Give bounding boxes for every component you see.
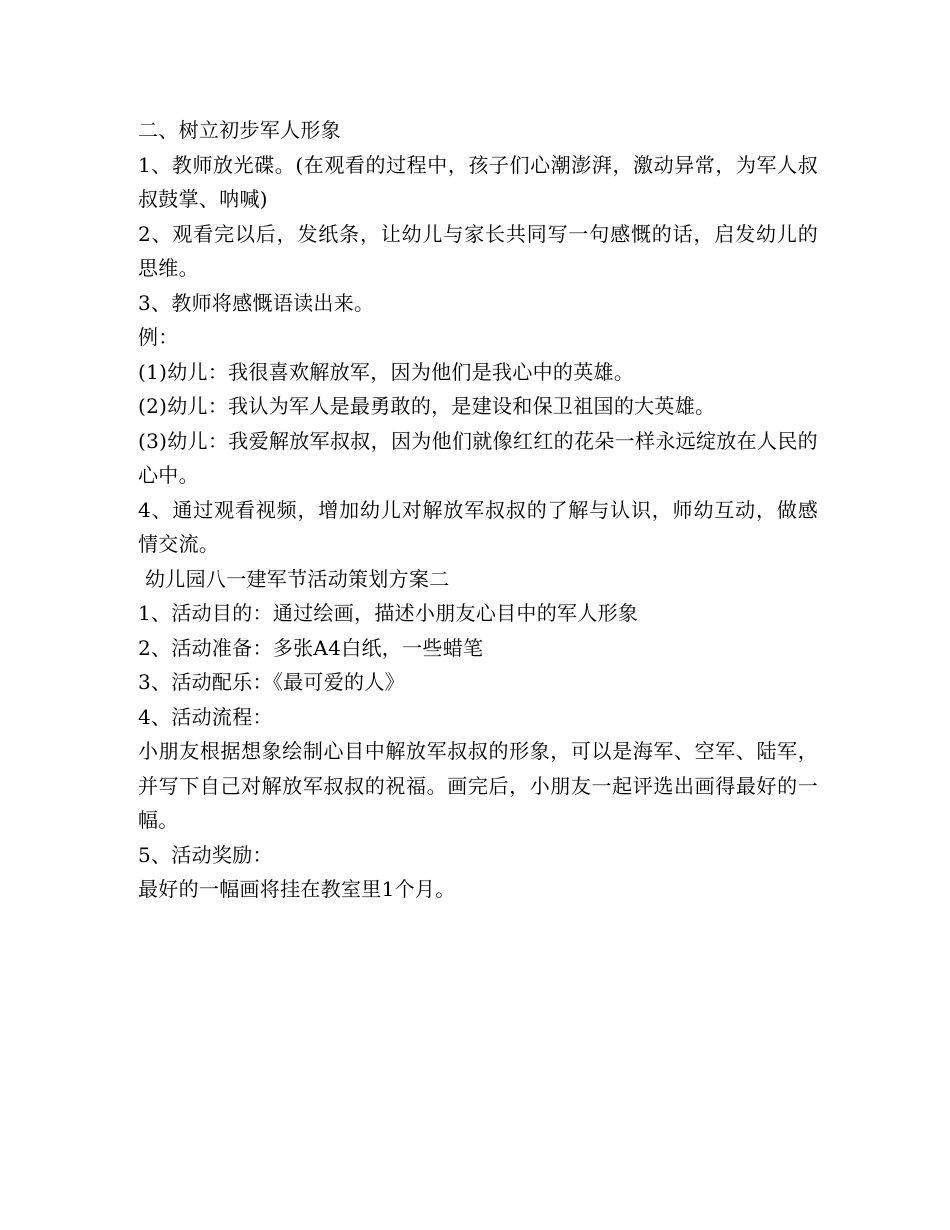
list-item: 4、活动流程： bbox=[138, 704, 273, 729]
list-item: 2、观看完以后，发纸条，让幼儿与家长共同写一句感慨的话，启发幼儿的思维。 bbox=[138, 221, 818, 280]
plan-title: 幼儿园八一建军节活动策划方案二 bbox=[145, 566, 450, 591]
list-item: 2、活动准备：多张A4白纸，一些蜡笔 bbox=[138, 635, 484, 660]
example-label: 例： bbox=[138, 325, 179, 349]
example-item: (2)幼儿：我认为军人是最勇敢的，是建设和保卫祖国的大英雄。 bbox=[138, 394, 716, 418]
body-paragraph: 小朋友根据想象绘制心目中解放军叔叔的形象，可以是海军、空军、陆军，并写下自己对解放军叔叔的祝福。画完后，小朋友一起评选出画得最好的一幅。 bbox=[138, 739, 818, 832]
list-item: 3、活动配乐：《最可爱的人》 bbox=[138, 670, 405, 694]
list-item: 3、教师将感慨语读出来。 bbox=[138, 290, 375, 315]
document-body bbox=[138, 113, 818, 907]
section-heading: 二、树立初步军人形象 bbox=[138, 118, 341, 142]
list-item: 1、教师放光碟。(在观看的过程中，孩子们心潮澎湃，激动异常，为军人叔叔鼓掌、呐喊) bbox=[138, 152, 818, 211]
list-item: 4、通过观看视频，增加幼儿对解放军叔叔的了解与认识，师幼互动，做感情交流。 bbox=[138, 497, 818, 556]
example-item: (3)幼儿：我爱解放军叔叔，因为他们就像红红的花朵一样永远绽放在人民的心中。 bbox=[138, 428, 818, 487]
list-item: 5、活动奖励： bbox=[138, 842, 273, 867]
list-item: 1、活动目的：通过绘画，描述小朋友心目中的军人形象 bbox=[138, 601, 639, 625]
body-paragraph: 最好的一幅画将挂在教室里1个月。 bbox=[138, 877, 456, 901]
example-item: (1)幼儿：我很喜欢解放军，因为他们是我心中的英雄。 bbox=[138, 359, 635, 384]
